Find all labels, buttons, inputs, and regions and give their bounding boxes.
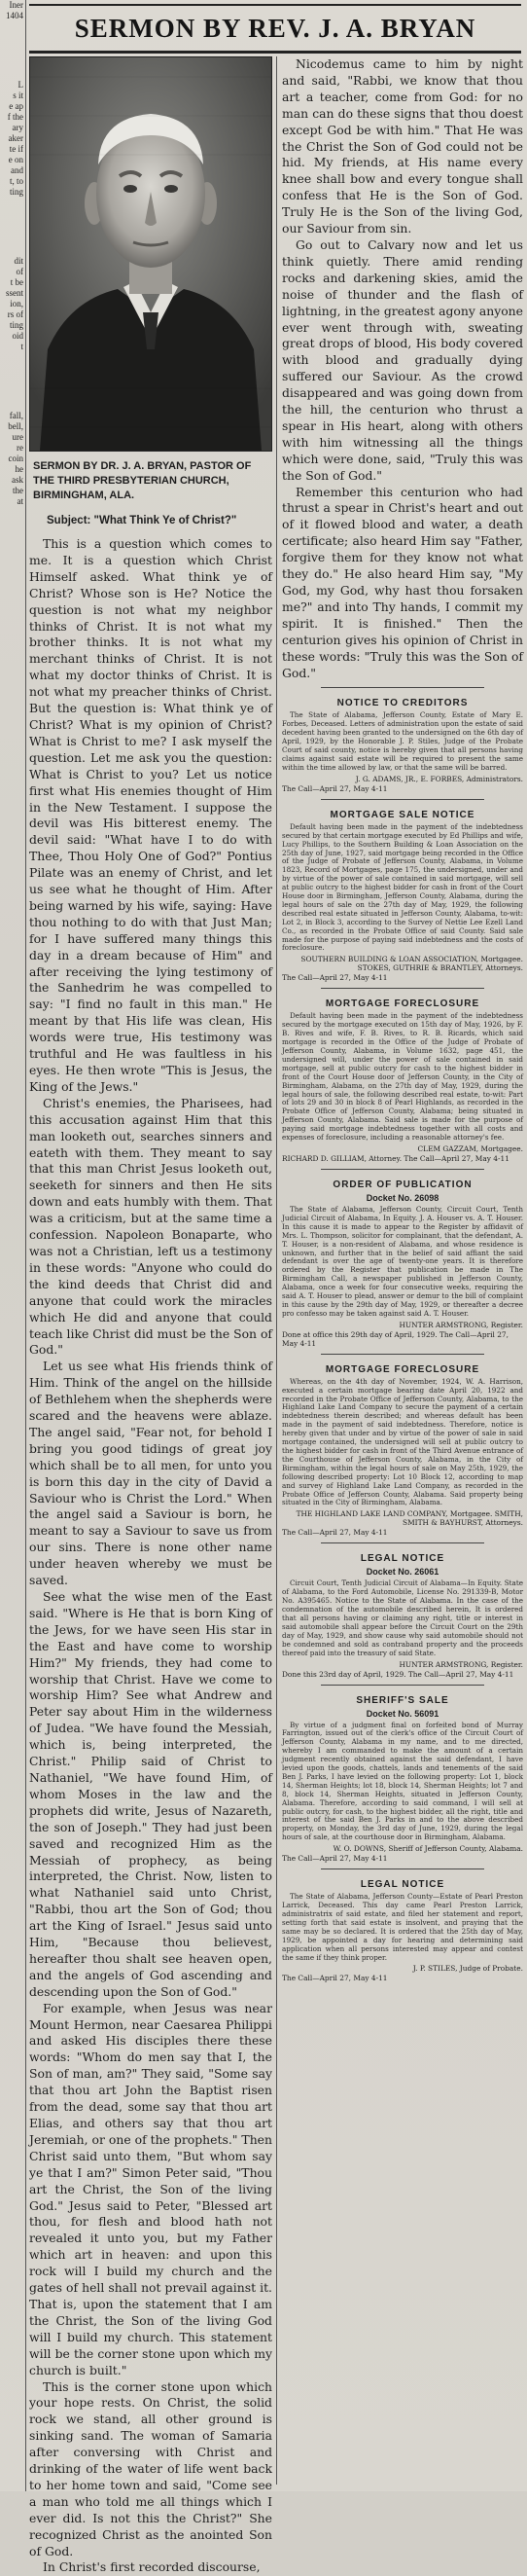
margin-fragment: bell, [8, 421, 23, 431]
notice-signature: THE HIGHLAND LAKE LAND COMPANY, Mortgagee. SMITH, SMITH & BAYHURST, Attorneys. [296, 1509, 523, 1528]
paragraph: Let us see what His friends think of Him. Think of the angel on the hillside of Bethlehem when the shepherds were scared and the heavens were ablaze. The angel said, "Fear not, for behold I bring you good tidings of great joy which shall be to all men, for unto you is born this day in the city of David a Saviour who is Christ the Lord." When the angel said a Saviour is born, he meant to say a Saviour to save us from our sins. There is none other name under heaven whereby we must be saved. [29, 1359, 273, 1588]
paragraph: Christ's enemies, the Pharisees, had this accusation against Him that this man looketh out, searches sinners and eateth with them. They meant to say that this man Christ Jesus looketh out, seeketh for sinners and then He sits down and eats humbly with them. That was a criticism, but at the same time a confession. Napoleon Bonaparte, who was not a Christian, left us a testimony in these words: "Anyone who could do the kind deeds that Christ did and anyone that could work the miracles which He did and anyone that could teach like Christ did must be the Son of God." [29, 1095, 273, 1358]
margin-fragment: dit [14, 256, 23, 266]
photo-caption: SERMON BY DR. J. A. BRYAN, PASTOR OF THE THIRD PRESBYTERIAN CHURCH, BIRMINGHAM, ALA. [33, 460, 252, 501]
notice-signature: J. G. ADAMS, JR., E. FORBES, Administrators. [355, 774, 523, 783]
notice-docket: Docket No. 26061 [366, 1567, 439, 1578]
legal-notices [282, 698, 523, 1982]
divider [321, 1354, 484, 1355]
notice-body: The State of Alabama, Jefferson County, Estate of Mary E. Forbes, Deceased. Letters of administration upon the estate of said decedent having been granted to the undersigned on the 6th day of April, 1929, by the Honorable J. P. Stiles, Judge of the Probate Court of said county, notice is hereby given that all persons having claims against said estate will be required to present the same within the time allowed by law, or that the same will be barred. [282, 710, 523, 772]
notice-title: ORDER OF PUBLICATION [333, 1179, 473, 1190]
paragraph: Nicodemus came to him by night and said, "Rabbi, we know that thou art a teacher, come from God: for no man can do these signs that thou doest except God be with him." That He was the Christ the Son of God could not be hid. My friends, at His name every knee shall bow and every tongue shall confess that He is the Son of God. Truly He is the Son of the living God, our Saviour from sin. [282, 56, 523, 236]
notice-body: The State of Alabama, Jefferson County—Estate of Pearl Preston Larrick, Deceased. This day came Pearl Preston Larrick, administratrix of said estate, and filed her statement and report, setting forth that said estate is insolvent, and praying that the same may be so declared. It is ordered that the 25th day of May, 1929, be appointed a day for hearing and determining said application when all persons interested may appear and contest the same if they think proper. [282, 1892, 523, 1962]
notice-signature: HUNTER ARMSTRONG, Register. [399, 1659, 523, 1669]
notice-date: Done this 23rd day of April, 1929. The Call—April 27, May 4-11 [282, 1669, 514, 1679]
margin-fragment: re [17, 443, 23, 453]
margin-fragment: ion, [10, 299, 23, 308]
notice-signature: W. O. DOWNS, Sheriff of Jefferson County, Alabama. [333, 1844, 523, 1854]
portrait-photo [29, 56, 272, 452]
notice-signature: SOUTHERN BUILDING & LOAN ASSOCIATION, Mortgagee. STOKES, GUTHRIE & BRANTLEY, Attorneys. [300, 955, 523, 973]
notice-body: Default having been made in the payment of the indebtedness secured by that certain mortgage executed by Ed Phillips and wife, Lucy Phillips, to the Southern Building & Loan Association on the 25th day of June, 1927, said mortgage being recorded in the Office of the Judge of Probate of Jefferson County, Alabama, in Volume 1823, Record of Mortgages, page 175, the undersigned, under and by virtue of the power of sale contained in said mortgage, will sell at public outcry to the highest bidder for cash in front of the Court House door in Birmingham, Jefferson County, Alabama, during the legal hours of sale on the 27th day of May, 1929, the following described real estate situated in Jefferson County, Alabama, to-wit: Lot 2, in Block 3, according to the Survey of Nettie Lee Ezell Land Co., as recorded in the Probate Office of said County. Said sale made for the purpose of paying said indebtedness and the costs of foreclosure. [282, 821, 523, 953]
margin-fragment: the [13, 486, 23, 495]
headline-box [29, 4, 521, 54]
margin-fragment: t, to [9, 176, 23, 186]
legal-notice [282, 698, 523, 792]
margin-fragment: 1404 [6, 11, 23, 20]
notice-date: Done at office this 29th day of April, 1929. The Call—April 27, May 4-11 [282, 1329, 509, 1348]
legal-notice [282, 810, 523, 983]
notice-date: RICHARD D. GILLIAM, Attorney. The Call—April 27, May 4-11 [282, 1153, 509, 1163]
notice-body: Circuit Court, Tenth Judicial Circuit of Alabama—In Equity. State of Alabama, to the Ford Automobile, License No. 291339-B, Motor No. A395465. Notice to the State of Alabama. In the case of the condemnation of the automobile described herein, It is ordered that all persons having or claiming any right, title or interest in said automobile shall appear before the Circuit Court on the 29th day of May, 1929, and show cause why said automobile should not be condemned and sold as contraband property and the proceeds thereof paid into the treasury of said State. [282, 1578, 523, 1657]
left-margin-strip [0, 0, 26, 2491]
notice-signature: J. P. STILES, Judge of Probate. [412, 1964, 523, 1974]
notice-signature: CLEM GAZZAM, Mortgagee. [417, 1143, 523, 1153]
notice-title: LEGAL NOTICE [360, 1553, 445, 1565]
headline: SERMON BY REV. J. A. BRYAN [74, 14, 476, 43]
notice-docket: Docket No. 26098 [366, 1192, 439, 1203]
legal-notice [282, 1879, 523, 1982]
notice-title: MORTGAGE SALE NOTICE [330, 809, 475, 820]
sermon-column-left [29, 56, 272, 2576]
margin-fragment: coin [8, 454, 23, 463]
margin-fragment: f the [7, 112, 23, 122]
notice-title: SHERIFF'S SALE [356, 1694, 449, 1706]
margin-fragment: t be [10, 277, 23, 287]
notice-date: The Call—April 27, May 4-11 [282, 1854, 388, 1864]
notice-date: The Call—April 27, May 4-11 [282, 1528, 388, 1538]
margin-fragment: t [20, 342, 23, 351]
margin-fragment: of [16, 267, 23, 276]
margin-fragment: te if [9, 144, 23, 154]
sermon-column-right [282, 56, 523, 1986]
paragraph: Go out to Calvary now and let us think quietly. There amid rending rocks and darkening skies, amid the noise of thunder and the flash of lightning, in the greatest agony anyone ever went through with, sweating great drops of blood, His body covered with blood and gradually dying suffered our Saviour. As the crowd disappeared and was going down from the hill, the centurion who thrust a spear in His heart, along with others with him witnessing all the things which were done, said, "Truly this was the Son of God." [282, 236, 523, 483]
margin-fragment: L [18, 80, 23, 90]
column-divider [276, 56, 277, 2485]
notice-body: The State of Alabama, Jefferson County, Circuit Court, Tenth Judicial Circuit of Alabama, In Equity. J. A. Houser vs. A. T. Houser. In this cause it is made to appear to the Register by affidavit of Mrs. L. Thompson, solicitor for complainant, that the defendant, A. T. Houser, is a non-resident of Alabama, and whose residence is unknown, and further that in the belief of said affiant the said defendant is over the age of twenty-one years. It is therefore ordered by the Register that publication be made in The Birmingham Call, a newspaper published in Jefferson County, Alabama, once a week for four consecutive weeks, requiring the said A. T. Houser to plead, answer or demur to the bill of complaint in this cause by the 29th day of May, 1929, or thereafter a decree pro confesso may be taken against said A. T. Houser. [282, 1204, 523, 1318]
notice-body: Default having been made in the payment of the indebtedness secured by the mortgage executed on 15th day of May, 1926, by F. B. Rives and wife, F. B. Rives, to R. B. Ricards, which said mortgage is recorded in the Office of the Judge of Probate of Jefferson County, Alabama, in Volume 1632, page 451, the undersigned will, under the power of sale contained in said mortgage, sell at public outcry for cash to the highest bidder in front of the Court House door of Jefferson County, in the City of Birmingham, Alabama, on the 27th day of May, 1929, during the legal hours of sale, the following described real estate, to-wit: Part of lots 29 and 30 in block 8 of Pearl Highlands, as recorded in the Probate Office of Jefferson County, Alabama; being situated in Jefferson County, Alabama. Said sale is made for the purpose of paying said mortgage indebtedness together with all costs and expenses of foreclosure, including a reasonable attorney's fee. [282, 1011, 523, 1143]
margin-fragment: ask [12, 475, 23, 485]
notice-signature: HUNTER ARMSTRONG, Register. [399, 1320, 523, 1329]
margin-fragment: rs of [7, 309, 23, 319]
notice-title: NOTICE TO CREDITORS [336, 698, 469, 709]
margin-fragment: ting [9, 187, 23, 197]
margin-fragment: ure [12, 432, 23, 442]
margin-gap [0, 198, 25, 256]
notice-date: The Call—April 27, May 4-11 [282, 973, 388, 983]
margin-fragment: Iner [9, 0, 23, 10]
divider [321, 799, 484, 800]
notice-body: Whereas, on the 4th day of November, 1924, W. A. Harrison, executed a certain mortgage bearing date April 20, 1922 and recorded in the Probate Office of Jefferson County, Alabama, to the Highland Lake Land Company to secure the payment of a certain indebtedness therein described; and whereas default has been made in the payment of said indebtedness. Therefore, notice is hereby given that under and by virtue of the power of sale in said mortgage contained, the undersigned will sell at public outcry to the highest bidder for cash in front of the Third Avenue entrance of the Courthouse of Jefferson County, Alabama, in the City of Birmingham, within the legal hours of sale on May 25th, 1929, the following described property: Lot 10 Block 12, according to map and survey of Highland Lake Land Company, as recorded in the Probate Office of Jefferson County, Alabama. Said property being situated in the City of Birmingham, Alabama. [282, 1376, 523, 1507]
margin-fragment: he [15, 464, 23, 474]
notice-title: MORTGAGE FORECLOSURE [325, 1363, 480, 1375]
paragraph: See what the wise men of the East said. "Where is He that is born King of the Jews, for we have seen His star in the East and have come to worship Him?" My friends, they had come to worship that Christ. Have we come to worship Him? See what Andrew and Peter say about Him in the wilderness of Judea. "We have found the Messiah, which is, being interpreted, the Christ." Philip said of Christ to Nathaniel, "We have found Him, of whom Moses in the law and the prophets did write, Jesus of Nazareth, the son of Joseph." They had just been saved and recognized Him as the Messiah of prophecy, as being interpreted, the Christ. Now, listen to what Nathaniel said unto Christ, "Rabbi, thou art the Son of God; thou art the King of Israel." Jesus said unto Him, "Because thou believest, hereafter thou shalt see heaven open, and the angels of God ascending and descending upon the Son of God." [29, 1589, 272, 1999]
margin-gap [0, 352, 25, 411]
legal-notice [282, 998, 523, 1163]
notice-title: MORTGAGE FORECLOSURE [325, 998, 480, 1010]
divider [321, 1685, 484, 1686]
paragraph: This is the corner stone upon which your hope rests. On Christ, the solid rock we stand, all other ground is sinking sand. The woman of Samaria after conversing with Christ and drinking of the water of life went back to her home town and said, "Come see a man who told me all things which I ever did. Is not this the Christ?" She recognized Christ as the anointed Son of God. [29, 2378, 272, 2558]
legal-notice [282, 1179, 523, 1348]
margin-fragment: s it [13, 91, 23, 100]
divider [321, 988, 484, 989]
margin-fragment: ting [9, 320, 23, 330]
notice-docket: Docket No. 56091 [366, 1708, 439, 1719]
margin-gap [0, 21, 25, 80]
margin-fragment: fall, [9, 411, 23, 420]
paragraph: This is a question which comes to me. It is a question which Christ Himself asked. What think ye of Christ? Whose son is He? Notice the question is not what my neighbor thinks of Christ. It is not what my brother thinks. It is not what my merchant thinks of Christ. It is not what my doctor thinks of Christ. It is not what my preacher thinks of Christ. But the question is: What think ye of Christ? What is my opinion of Christ? What is Christ to me? I ask myself the question. Let me ask you the question: What is Christ to you? Let us notice first what His enemies thought of Him in the New Testament. I suppose the devil was His bitterest enemy. The devil said: "What have I to do with Thee, Thou Holy One of God?" Pontius Pilate was an enemy of Christ, and let us see what he thought of Him. After being warned by his wife, saying: Have thou nothing to do with that Just Man; for I have suffered many things this day in a dream because of Him" and after receiving the lying testimony of the Sanhedrim he was compelled to say: "I find no fault in this man." He meant by that His life was clean, His words were true, His testimony was truthful and He was faultless in his eyes. He then wrote "This is Jesus, the King of the Jews." [29, 536, 272, 1094]
divider [321, 1542, 484, 1543]
portrait-photo-icon [30, 57, 271, 451]
notice-date: The Call—April 27, May 4-11 [282, 1974, 388, 1983]
margin-fragment: e ap [9, 101, 23, 111]
notice-date: The Call—April 27, May 4-11 [282, 783, 388, 793]
notice-body: By virtue of a judgment final on forfeited bond of Murray Farrington, issued out of the clerk's office of the Circuit Court of Jefferson County, Alabama in my name, and to me directed, whereby I am commanded to make the amount of a certain judgment recently obtained against the said defendant, I have levied upon the goods, chattels, lands and tenements of the said Ben J. Parks, I have levied on the following property: Lot 1, block 14, Sherman Heights; lot 18, block 14, Sherman Heights; lot 7 and 8, block 14, Sherman Heights, situated in Jefferson County, Alabama. Therefore, according to said command, I will sell at public outcry, for cash, to the highest bidder, all the right, title and interest of the said Ben J. Parks in and to the above described property, on Monday, the 3rd day of June, 1929, during the legal hours of sale, at the courthouse door in Birmingham, Alabama. [282, 1720, 523, 1842]
legal-notice [282, 1553, 523, 1678]
margin-fragment: oid [12, 331, 23, 341]
legal-notice [282, 1695, 523, 1864]
sermon-subject: Subject: "What Think Ye of Christ?" [47, 515, 237, 526]
margin-fragment: ssent [6, 288, 23, 298]
paragraph: Remember this centurion who had thrust a spear in Christ's heart and out of it flowed blood and water, a death certificate; also heard Him say "Father, forgive them for they know not what they do." He also heard Him say, "My God, my God, why hast thou forsaken me?" and into Thy hands, I commit my spirit. It is finished." Then the centurion gives his opinion of Christ in these words: "Truly this was the Son of God." [282, 484, 523, 680]
margin-fragment: and [11, 165, 23, 175]
notice-title: LEGAL NOTICE [360, 1879, 445, 1891]
margin-fragment: ary [12, 123, 23, 132]
divider [321, 687, 484, 688]
paragraph: For example, when Jesus was near Mount Hermon, near Caesarea Philippi and asked His disciples there these words: "Whom do men say that I, the Son of man, am?" They said, "Some say that thou art John the Baptist risen from the dead, some say that thou art Elias, and others say that thou art Jeremiah, or one of the prophets." Then Christ said unto them, "But whom say ye that I am?" Simon Peter said, "Thou art the Christ, the Son of the living God." Jesus said to Peter, "Blessed art thou, for flesh and blood hath not revealed it unto you, but my Father which art in heaven: and upon this rock will I build my church and the gates of hell shall not prevail against it. That is, upon the statement that I am the Christ, the Son of the living God will I build my church. This statement will be the corner stone upon which my church is built." [29, 2000, 272, 2377]
divider [321, 1169, 484, 1170]
margin-fragment: aker [8, 133, 23, 143]
margin-fragment: at [17, 496, 23, 506]
margin-fragment: e on [8, 155, 23, 164]
legal-notice [282, 1364, 523, 1538]
paragraph: In Christ's first recorded discourse, [43, 2559, 261, 2575]
